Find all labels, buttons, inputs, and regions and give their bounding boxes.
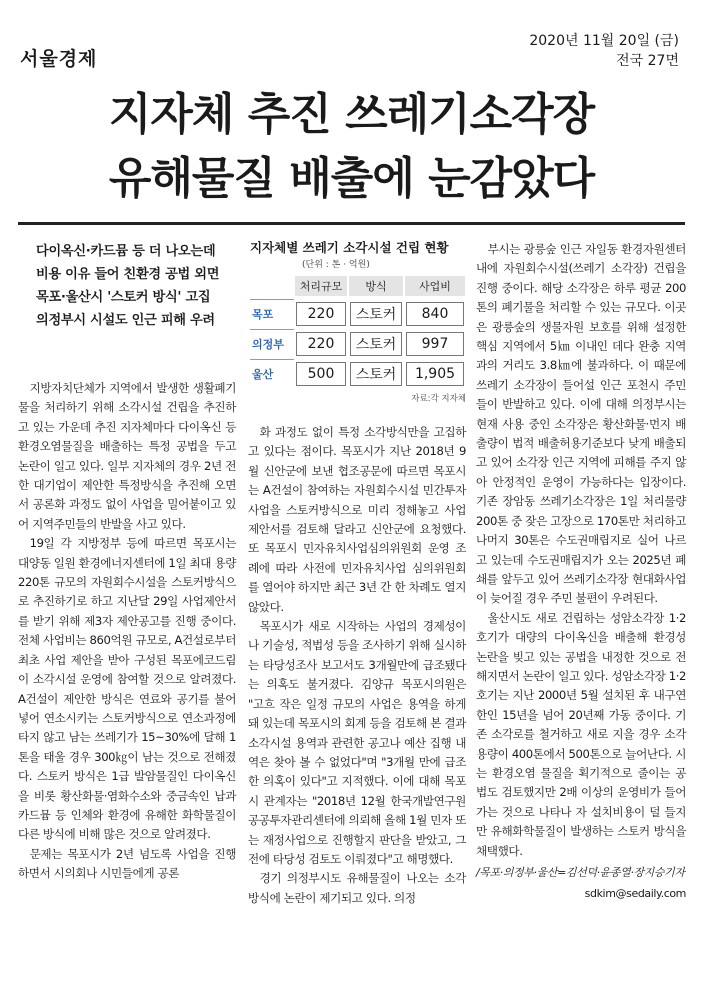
subheadline: 목포·울산시 '스토커 방식' 고집 [36,290,211,305]
table-cell-method: 스토커 [350,332,402,356]
article-paragraph: 울산시도 새로 건립하는 성암소각장 1·2호기가 대량의 다이옥신을 배출해 환경성 논란을 빚고 있는 공법을 내정한 것으로 전해지면서 논란이 일고 있다. 성암소각장 1·2호기는 지난 2000년 5월 설치된 후 내구연한인 15년을 넘어 20년째 가동 중이다. 기존 소각로를 철거하고 새로 지을 경우 소각용량이 400톤에서 500톤으로 늘어난다. 시는 환경오염 물질을 획기적으로 줄이는 공법도 검토했지만 2배 이상의 운영비가 들어가는 것으로 나타나 자 설치비용이 덜 들지만 유해화학물질이 발생하는 스토커 방식을 채택했다. [476,610,686,858]
table-title: 지자체별 쓰레기 소각시설 건립 현황 [250,240,449,255]
table-cell-capacity: 220 [296,302,346,326]
table-grid [250,276,466,389]
article-column-2 [248,423,466,908]
article-paragraph: 부시는 광릉숲 인근 자일동 환경자원센터 내에 자원회수시설(쓰레기 소각장) 건립을 진행 중이다. 해당 소각장은 하루 평균 200톤의 폐기물을 처리할 수 있는 규모다. 이곳은 광릉숲의 생물자원 보호를 위해 설정한 핵심 지역에서 5㎞ 이내인 데다 완충 지역과의 거리도 3.8㎞에 불과하다. 이 때문에 쓰레기 소각장이 들어설 인근 포천시 주민들이 반발하고 있다. 이에 대해 의정부시는 현재 사용 중인 소각장은 황산화물·먼지 배출량이 법적 배출허용기준보다 낮게 배출되고 있어 소각장 인근 지역에 피해를 주지 않아 안정적인 운영이 가능하다는 입장이다. 기존 장암동 쓰레기소각장은 1일 처리물량 200톤 중 잦은 고장으로 170톤만 처리하고 나머지 30톤은 수도권매립지로 실어 나르고 있는데 수도권매립지가 오는 2025년 폐쇄를 앞두고 있어 쓰레기소각장 현대화사업이 늦어질 경우 주민 불편이 우려된다. [476,242,686,606]
article-paragraph: 경기 의정부시도 유해물질이 나오는 소각방식에 논란이 제기되고 있다. 의정 [248,871,466,905]
subheadline: 다이옥신·카드뮴 등 더 나오는데 [36,244,216,259]
table-cell-cost: 997 [406,332,464,356]
facility-table [250,238,466,404]
newspaper-name: 서울경제 [20,48,98,70]
headline-line-2: 유해물질 배출에 눈감았다 [108,153,595,204]
table-cell-capacity: 220 [296,332,346,356]
table-cell-capacity: 500 [296,362,346,386]
reporter-byline: /목포·의정부·울산=김선덕·윤종열·장지승기자 [476,866,685,879]
article-paragraph: 화 과정도 없이 특정 소각방식만을 고집하고 있다는 점이다. 목포시가 지난 2018년 9월 신안군에 보낸 협조공문에 따르면 목포시는 A건설이 참여하는 자원회수시설 민간투자사업을 스토커방식으로 미리 정해놓고 사업제안서를 검토해 달라고 신안군에 요청했다. 또 목포시 민자유치사업심의위원회 운영 조례에 따라 사전에 민자유치사업 심의위원회를 열어야 하지만 최근 3년 간 한 차례도 열지 않았다. [248,425,466,614]
table-header-capacity: 처리규모 [295,276,347,296]
table-row-region: 목포 [250,299,294,328]
table-corner [250,276,294,299]
table-source: 자료:각 지자체 [411,394,466,404]
article-paragraph: 지방자치단체가 지역에서 발생한 생활폐기물을 처리하기 위해 소각시설 건립을 추진하고 있는 가운데 추진 지자체마다 다이옥신 등 환경오염물질을 배출하는 특정 공법을 두고 논란이 일고 있다. 일부 지자체의 경우 2년 전 한 대기업이 제안한 특정방식을 추진해 오면서 공론화 과정도 없이 사업을 밀어붙이고 있어 지역주민들의 반발을 사고 있다. [18,381,236,531]
table-cell-method: 스토커 [350,302,402,326]
table-cell-method: 스토커 [350,362,402,386]
article-column-1 [18,379,236,884]
article-paragraph: 목포시가 새로 시작하는 사업의 경제성이나 기술성, 적법성 등을 조사하기 위해 실시하는 타당성조사 보고서도 3개월만에 급조됐다는 의혹도 불거졌다. 김양규 목포시의원은 "고흐 작은 일정 규모의 사업은 용역을 하게 돼 있는데 목포시의 회계 등을 검토해 본 결과 소각시설 용역과 관련한 공고나 예산 집행 내역은 찾아 볼 수 없었다"며 "3개월 만에 급조한 의혹이 있다"고 지적했다. 이에 대해 목포시 관계자는 "2018년 12월 한국개발연구원 공공투자관리센터에 의뢰해 올해 1월 민자 또는 재정사업으로 진행할지 판단을 받았고, 그 전에 타당성 검토도 이뤄졌다"고 해명했다. [248,619,466,866]
table-header-method: 방식 [349,276,403,296]
subheadline: 비용 이유 들어 친환경 공법 외면 [36,267,220,282]
reporter-email: sdkim@sedaily.com [584,887,686,901]
table-cell-cost: 840 [406,302,464,326]
table-header-cost: 사업비 [405,276,465,296]
table-cell-cost: 1,905 [406,362,464,386]
table-unit: (단위 : 톤 · 억원) [302,260,370,270]
subheadline: 의정부시 시설도 인근 피해 우려 [36,313,215,328]
table-row-region: 의정부 [250,329,294,358]
page-number: 전국 27면 [616,53,679,69]
headline-divider [18,222,685,225]
subheadlines [36,240,236,332]
issue-date: 2020년 11월 20일 (금) [529,33,679,49]
article-paragraph: 문제는 목포시가 2년 넘도록 사업을 진행하면서 시의회나 시민들에게 공론 [18,846,236,881]
headline-line-1: 지자체 추진 쓰레기소각장 [108,89,595,140]
table-row-region: 울산 [250,359,294,388]
article-column-3 [476,240,686,904]
article-paragraph: 19일 각 지방정부 등에 따르면 목포시는 대양동 일원 환경에너지센터에 1일 최대 용량 220톤 규모의 자원회수시설을 스토커방식으로 추진하기로 하고 지난달 29일 사업제안서를 받기 위해 제3자 제안공고를 진행 중이다. 전체 사업비는 860억원 규모로, A건설로부터 최초 사업 제안을 받아 구성된 목포에코드림이 소각시설 운영에 참여할 것으로 알려졌다. A건설이 제안한 방식은 연료와 공기를 불어넣어 연소시키는 스토커방식으로 연소과정에 타지 않고 남는 쓰레기가 15~30%에 달해 1톤을 태울 경우 300㎏이 남는 것으로 전해졌다. 스토커 방식은 1급 발암물질인 다이옥신을 비롯 황산화물·염화수소와 중금속인 납과 카드뮴 등 인체와 환경에 유해한 화학물질이 다른 방식에 비해 많은 것으로 알려졌다. [18,536,236,842]
